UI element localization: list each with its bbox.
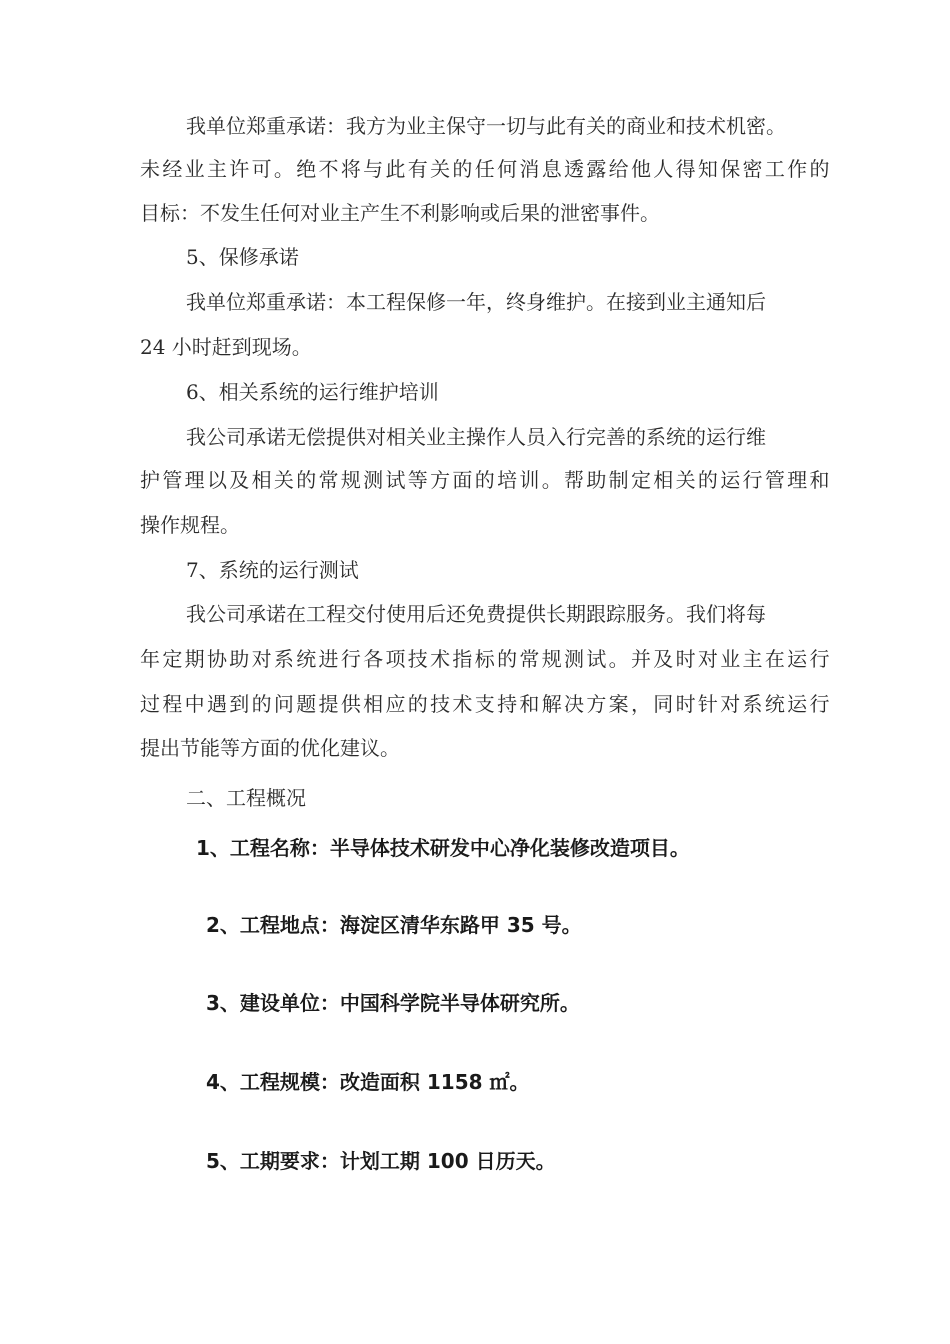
paragraph-confidentiality-line-2: 未经业主许可。绝不将与此有关的任何消息透露给他人得知保密工作的 [140,157,830,181]
paragraph-testing-line-2: 年定期协助对系统进行各项技术指标的常规测试。并及时对业主在运行 [140,647,830,671]
paragraph-warranty-line-1: 我单位郑重承诺：本工程保修一年，终身维护。在接到业主通知后 [186,290,766,314]
overview-item-schedule: 5、工期要求：计划工期 100 日历天。 [206,1149,556,1173]
heading-training: 6、相关系统的运行维护培训 [186,380,439,404]
paragraph-confidentiality-line-3: 目标：不发生任何对业主产生不利影响或后果的泄密事件。 [140,201,660,225]
heading-warranty: 5、保修承诺 [186,245,299,269]
paragraph-training-line-3: 操作规程。 [140,513,240,537]
overview-item-project-name: 1、工程名称：半导体技术研发中心净化装修改造项目。 [196,836,690,860]
overview-item-construction-unit: 3、建设单位：中国科学院半导体研究所。 [206,991,580,1015]
paragraph-training-line-1: 我公司承诺无偿提供对相关业主操作人员入行完善的系统的运行维 [186,425,766,449]
paragraph-training-line-2: 护管理以及相关的常规测试等方面的培训。帮助制定相关的运行管理和 [140,468,830,492]
heading-project-overview: 二、工程概况 [186,786,306,810]
overview-item-project-location: 2、工程地点：海淀区清华东路甲 35 号。 [206,913,582,937]
paragraph-testing-line-4: 提出节能等方面的优化建议。 [140,736,400,760]
heading-testing: 7、系统的运行测试 [186,558,359,582]
paragraph-testing-line-1: 我公司承诺在工程交付使用后还免费提供长期跟踪服务。我们将每 [186,602,766,626]
paragraph-confidentiality-line-1: 我单位郑重承诺：我方为业主保守一切与此有关的商业和技术机密。 [186,114,786,138]
overview-item-project-scale: 4、工程规模：改造面积 1158 ㎡。 [206,1070,530,1094]
paragraph-testing-line-3: 过程中遇到的问题提供相应的技术支持和解决方案，同时针对系统运行 [140,692,830,716]
paragraph-warranty-line-2: 24 小时赶到现场。 [140,335,312,359]
